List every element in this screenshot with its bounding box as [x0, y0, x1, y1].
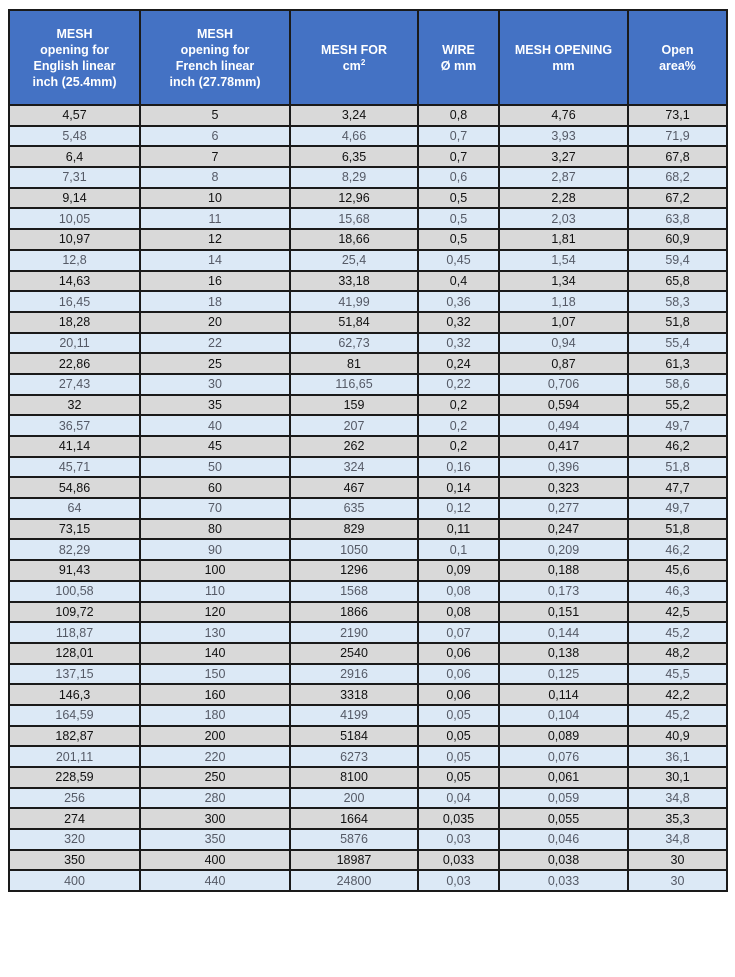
table-row [9, 808, 727, 829]
cell-mesh-opening: 0,038 [499, 850, 628, 871]
cell-open-area: 30 [628, 850, 727, 871]
cell-mesh-per-cm2: 2916 [290, 664, 418, 685]
table-row [9, 457, 727, 478]
cell-french-linear: 40 [140, 415, 290, 436]
cell-wire-diameter: 0,36 [418, 291, 499, 312]
cell-mesh-opening: 0,125 [499, 664, 628, 685]
cell-wire-diameter: 0,033 [418, 850, 499, 871]
cell-english-linear: 256 [9, 788, 140, 809]
cell-mesh-per-cm2: 467 [290, 477, 418, 498]
cell-open-area: 59,4 [628, 250, 727, 271]
cell-wire-diameter: 0,22 [418, 374, 499, 395]
cell-wire-diameter: 0,12 [418, 498, 499, 519]
cell-open-area: 67,8 [628, 146, 727, 167]
cell-open-area: 45,2 [628, 622, 727, 643]
cell-french-linear: 400 [140, 850, 290, 871]
cell-english-linear: 400 [9, 870, 140, 891]
cell-wire-diameter: 0,05 [418, 746, 499, 767]
cell-french-linear: 11 [140, 208, 290, 229]
cell-mesh-opening: 0,209 [499, 539, 628, 560]
cell-open-area: 47,7 [628, 477, 727, 498]
cell-english-linear: 6,4 [9, 146, 140, 167]
cell-french-linear: 18 [140, 291, 290, 312]
cell-open-area: 63,8 [628, 208, 727, 229]
cell-english-linear: 4,57 [9, 105, 140, 126]
cell-english-linear: 10,05 [9, 208, 140, 229]
cell-wire-diameter: 0,24 [418, 353, 499, 374]
table-row [9, 705, 727, 726]
cell-wire-diameter: 0,7 [418, 146, 499, 167]
cell-french-linear: 60 [140, 477, 290, 498]
cell-open-area: 45,2 [628, 705, 727, 726]
cell-english-linear: 9,14 [9, 188, 140, 209]
table-row [9, 333, 727, 354]
cell-mesh-opening: 0,076 [499, 746, 628, 767]
table-row [9, 477, 727, 498]
cell-french-linear: 160 [140, 684, 290, 705]
cell-english-linear: 20,11 [9, 333, 140, 354]
cell-mesh-opening: 0,94 [499, 333, 628, 354]
cell-mesh-per-cm2: 4,66 [290, 126, 418, 147]
cell-french-linear: 14 [140, 250, 290, 271]
table-row [9, 271, 727, 292]
cell-french-linear: 5 [140, 105, 290, 126]
cell-wire-diameter: 0,04 [418, 788, 499, 809]
cell-english-linear: 137,15 [9, 664, 140, 685]
cell-french-linear: 280 [140, 788, 290, 809]
cell-mesh-per-cm2: 18,66 [290, 229, 418, 250]
cell-french-linear: 35 [140, 395, 290, 416]
cell-wire-diameter: 0,035 [418, 808, 499, 829]
table-row [9, 870, 727, 891]
cell-mesh-opening: 0,247 [499, 519, 628, 540]
cell-mesh-opening: 1,54 [499, 250, 628, 271]
cell-french-linear: 220 [140, 746, 290, 767]
cell-french-linear: 12 [140, 229, 290, 250]
table-row [9, 208, 727, 229]
cell-french-linear: 16 [140, 271, 290, 292]
cell-mesh-per-cm2: 18987 [290, 850, 418, 871]
header-open-area: Open area% [628, 10, 727, 105]
cell-mesh-opening: 4,76 [499, 105, 628, 126]
cell-mesh-per-cm2: 5876 [290, 829, 418, 850]
header-wire-diameter: WIRE Ø mm [418, 10, 499, 105]
cell-mesh-opening: 1,81 [499, 229, 628, 250]
cell-mesh-per-cm2: 116,65 [290, 374, 418, 395]
cell-english-linear: 350 [9, 850, 140, 871]
cell-mesh-opening: 0,138 [499, 643, 628, 664]
cell-french-linear: 300 [140, 808, 290, 829]
cell-mesh-opening: 0,594 [499, 395, 628, 416]
cell-french-linear: 200 [140, 726, 290, 747]
cell-mesh-per-cm2: 15,68 [290, 208, 418, 229]
cell-mesh-per-cm2: 1296 [290, 560, 418, 581]
cell-french-linear: 30 [140, 374, 290, 395]
table-row [9, 643, 727, 664]
cell-mesh-per-cm2: 4199 [290, 705, 418, 726]
cell-mesh-opening: 2,87 [499, 167, 628, 188]
cell-english-linear: 22,86 [9, 353, 140, 374]
cell-wire-diameter: 0,4 [418, 271, 499, 292]
cell-mesh-opening: 0,104 [499, 705, 628, 726]
cell-mesh-per-cm2: 24800 [290, 870, 418, 891]
cell-mesh-opening: 0,706 [499, 374, 628, 395]
mesh-table [8, 9, 728, 892]
cell-french-linear: 70 [140, 498, 290, 519]
cell-open-area: 46,2 [628, 436, 727, 457]
cell-english-linear: 320 [9, 829, 140, 850]
cell-wire-diameter: 0,32 [418, 333, 499, 354]
cell-english-linear: 16,45 [9, 291, 140, 312]
header-row [9, 10, 727, 105]
cell-mesh-opening: 0,396 [499, 457, 628, 478]
cell-wire-diameter: 0,07 [418, 622, 499, 643]
cell-english-linear: 54,86 [9, 477, 140, 498]
cell-open-area: 35,3 [628, 808, 727, 829]
cell-mesh-opening: 2,03 [499, 208, 628, 229]
cell-mesh-per-cm2: 1050 [290, 539, 418, 560]
table-row [9, 312, 727, 333]
cell-mesh-per-cm2: 635 [290, 498, 418, 519]
cell-french-linear: 440 [140, 870, 290, 891]
cell-french-linear: 350 [140, 829, 290, 850]
cell-open-area: 34,8 [628, 788, 727, 809]
cell-french-linear: 150 [140, 664, 290, 685]
cell-mesh-per-cm2: 2540 [290, 643, 418, 664]
table-row [9, 726, 727, 747]
cell-open-area: 51,8 [628, 519, 727, 540]
table-row [9, 850, 727, 871]
cell-open-area: 51,8 [628, 457, 727, 478]
table-row [9, 602, 727, 623]
cell-open-area: 65,8 [628, 271, 727, 292]
cell-wire-diameter: 0,08 [418, 602, 499, 623]
cell-mesh-per-cm2: 2190 [290, 622, 418, 643]
cell-mesh-opening: 0,323 [499, 477, 628, 498]
table-row [9, 436, 727, 457]
table-row [9, 581, 727, 602]
table-row [9, 664, 727, 685]
cell-mesh-opening: 0,059 [499, 788, 628, 809]
cell-open-area: 49,7 [628, 415, 727, 436]
cell-french-linear: 45 [140, 436, 290, 457]
cell-english-linear: 45,71 [9, 457, 140, 478]
cell-mesh-per-cm2: 200 [290, 788, 418, 809]
cell-open-area: 58,6 [628, 374, 727, 395]
cell-english-linear: 73,15 [9, 519, 140, 540]
table-row [9, 829, 727, 850]
cell-mesh-per-cm2: 41,99 [290, 291, 418, 312]
cell-french-linear: 8 [140, 167, 290, 188]
cell-mesh-per-cm2: 829 [290, 519, 418, 540]
cell-open-area: 34,8 [628, 829, 727, 850]
cell-english-linear: 64 [9, 498, 140, 519]
cell-mesh-opening: 0,061 [499, 767, 628, 788]
cell-mesh-per-cm2: 62,73 [290, 333, 418, 354]
cell-mesh-opening: 3,93 [499, 126, 628, 147]
cell-french-linear: 90 [140, 539, 290, 560]
cell-open-area: 67,2 [628, 188, 727, 209]
cell-wire-diameter: 0,16 [418, 457, 499, 478]
cell-wire-diameter: 0,2 [418, 415, 499, 436]
cell-mesh-opening: 0,277 [499, 498, 628, 519]
table-row [9, 126, 727, 147]
table-row [9, 105, 727, 126]
cell-english-linear: 82,29 [9, 539, 140, 560]
table-row [9, 146, 727, 167]
cell-wire-diameter: 0,32 [418, 312, 499, 333]
cell-open-area: 36,1 [628, 746, 727, 767]
cell-mesh-per-cm2: 12,96 [290, 188, 418, 209]
cell-mesh-per-cm2: 159 [290, 395, 418, 416]
cell-mesh-per-cm2: 1568 [290, 581, 418, 602]
cell-mesh-opening: 0,173 [499, 581, 628, 602]
table-row [9, 415, 727, 436]
cell-open-area: 30 [628, 870, 727, 891]
cell-mesh-per-cm2: 8,29 [290, 167, 418, 188]
cell-mesh-opening: 0,055 [499, 808, 628, 829]
header-mesh-english: MESH opening for English linear inch (25.4mm) [9, 10, 140, 105]
cell-french-linear: 20 [140, 312, 290, 333]
cell-mesh-opening: 0,114 [499, 684, 628, 705]
cell-open-area: 55,4 [628, 333, 727, 354]
cell-wire-diameter: 0,05 [418, 767, 499, 788]
cell-english-linear: 27,43 [9, 374, 140, 395]
cell-english-linear: 128,01 [9, 643, 140, 664]
cell-mesh-opening: 0,151 [499, 602, 628, 623]
cell-mesh-opening: 0,417 [499, 436, 628, 457]
cell-french-linear: 180 [140, 705, 290, 726]
cell-open-area: 55,2 [628, 395, 727, 416]
cell-mesh-per-cm2: 6,35 [290, 146, 418, 167]
cell-open-area: 42,5 [628, 602, 727, 623]
cell-wire-diameter: 0,03 [418, 870, 499, 891]
cell-wire-diameter: 0,6 [418, 167, 499, 188]
table-row [9, 353, 727, 374]
cell-french-linear: 100 [140, 560, 290, 581]
cell-open-area: 51,8 [628, 312, 727, 333]
cell-wire-diameter: 0,09 [418, 560, 499, 581]
cell-english-linear: 14,63 [9, 271, 140, 292]
cell-open-area: 60,9 [628, 229, 727, 250]
cell-wire-diameter: 0,45 [418, 250, 499, 271]
cell-open-area: 45,5 [628, 664, 727, 685]
cell-mesh-per-cm2: 81 [290, 353, 418, 374]
mesh-table-container [8, 9, 728, 892]
cell-wire-diameter: 0,5 [418, 229, 499, 250]
table-row [9, 539, 727, 560]
cell-open-area: 30,1 [628, 767, 727, 788]
cell-wire-diameter: 0,2 [418, 395, 499, 416]
cell-mesh-per-cm2: 8100 [290, 767, 418, 788]
cell-english-linear: 182,87 [9, 726, 140, 747]
cell-english-linear: 201,11 [9, 746, 140, 767]
table-row [9, 374, 727, 395]
cell-open-area: 48,2 [628, 643, 727, 664]
cell-french-linear: 6 [140, 126, 290, 147]
table-row [9, 767, 727, 788]
cell-mesh-opening: 2,28 [499, 188, 628, 209]
table-row [9, 188, 727, 209]
cell-french-linear: 7 [140, 146, 290, 167]
cell-mesh-opening: 1,07 [499, 312, 628, 333]
cell-mesh-opening: 0,494 [499, 415, 628, 436]
cell-english-linear: 36,57 [9, 415, 140, 436]
cell-wire-diameter: 0,05 [418, 705, 499, 726]
cell-wire-diameter: 0,03 [418, 829, 499, 850]
cell-open-area: 46,3 [628, 581, 727, 602]
cell-english-linear: 118,87 [9, 622, 140, 643]
cell-french-linear: 25 [140, 353, 290, 374]
cell-mesh-opening: 1,18 [499, 291, 628, 312]
header-mesh-opening: MESH OPENING mm [499, 10, 628, 105]
cell-english-linear: 5,48 [9, 126, 140, 147]
cell-english-linear: 274 [9, 808, 140, 829]
cell-wire-diameter: 0,06 [418, 684, 499, 705]
cell-english-linear: 32 [9, 395, 140, 416]
cell-open-area: 73,1 [628, 105, 727, 126]
cell-english-linear: 109,72 [9, 602, 140, 623]
cell-wire-diameter: 0,7 [418, 126, 499, 147]
cell-french-linear: 10 [140, 188, 290, 209]
cell-mesh-opening: 0,033 [499, 870, 628, 891]
cell-wire-diameter: 0,08 [418, 581, 499, 602]
cell-mesh-opening: 0,144 [499, 622, 628, 643]
cell-mesh-per-cm2: 324 [290, 457, 418, 478]
cell-wire-diameter: 0,2 [418, 436, 499, 457]
cell-english-linear: 91,43 [9, 560, 140, 581]
cell-wire-diameter: 0,5 [418, 208, 499, 229]
cell-english-linear: 41,14 [9, 436, 140, 457]
cell-mesh-per-cm2: 1664 [290, 808, 418, 829]
cell-french-linear: 120 [140, 602, 290, 623]
cell-mesh-per-cm2: 3,24 [290, 105, 418, 126]
table-row [9, 622, 727, 643]
cell-open-area: 61,3 [628, 353, 727, 374]
cell-wire-diameter: 0,06 [418, 664, 499, 685]
cell-english-linear: 10,97 [9, 229, 140, 250]
cell-open-area: 68,2 [628, 167, 727, 188]
cell-wire-diameter: 0,1 [418, 539, 499, 560]
table-body [9, 105, 727, 891]
cell-french-linear: 50 [140, 457, 290, 478]
cell-mesh-opening: 0,188 [499, 560, 628, 581]
table-row [9, 560, 727, 581]
table-row [9, 788, 727, 809]
cell-open-area: 40,9 [628, 726, 727, 747]
cell-mesh-per-cm2: 207 [290, 415, 418, 436]
cell-english-linear: 18,28 [9, 312, 140, 333]
cell-mesh-per-cm2: 33,18 [290, 271, 418, 292]
cell-french-linear: 110 [140, 581, 290, 602]
cell-mesh-per-cm2: 1866 [290, 602, 418, 623]
cell-french-linear: 250 [140, 767, 290, 788]
table-row [9, 684, 727, 705]
cell-mesh-opening: 1,34 [499, 271, 628, 292]
cell-english-linear: 100,58 [9, 581, 140, 602]
cell-mesh-opening: 0,046 [499, 829, 628, 850]
cell-french-linear: 22 [140, 333, 290, 354]
cell-english-linear: 7,31 [9, 167, 140, 188]
table-row [9, 167, 727, 188]
cell-open-area: 58,3 [628, 291, 727, 312]
cell-wire-diameter: 0,11 [418, 519, 499, 540]
cell-open-area: 71,9 [628, 126, 727, 147]
table-row [9, 291, 727, 312]
cell-wire-diameter: 0,8 [418, 105, 499, 126]
cell-wire-diameter: 0,05 [418, 726, 499, 747]
cell-english-linear: 12,8 [9, 250, 140, 271]
cell-open-area: 49,7 [628, 498, 727, 519]
cell-mesh-opening: 3,27 [499, 146, 628, 167]
cell-french-linear: 130 [140, 622, 290, 643]
header-mesh-french: MESH opening for French linear inch (27.78mm) [140, 10, 290, 105]
table-row [9, 498, 727, 519]
table-row [9, 746, 727, 767]
table-row [9, 229, 727, 250]
cell-mesh-per-cm2: 51,84 [290, 312, 418, 333]
table-row [9, 250, 727, 271]
cell-wire-diameter: 0,5 [418, 188, 499, 209]
cell-french-linear: 140 [140, 643, 290, 664]
cell-open-area: 46,2 [628, 539, 727, 560]
cell-english-linear: 228,59 [9, 767, 140, 788]
cell-english-linear: 164,59 [9, 705, 140, 726]
table-row [9, 395, 727, 416]
cell-wire-diameter: 0,06 [418, 643, 499, 664]
cell-mesh-opening: 0,87 [499, 353, 628, 374]
cell-mesh-per-cm2: 5184 [290, 726, 418, 747]
cell-open-area: 42,2 [628, 684, 727, 705]
cell-mesh-opening: 0,089 [499, 726, 628, 747]
cell-english-linear: 146,3 [9, 684, 140, 705]
cell-french-linear: 80 [140, 519, 290, 540]
table-row [9, 519, 727, 540]
cell-mesh-per-cm2: 25,4 [290, 250, 418, 271]
cell-mesh-per-cm2: 3318 [290, 684, 418, 705]
cell-open-area: 45,6 [628, 560, 727, 581]
cell-mesh-per-cm2: 262 [290, 436, 418, 457]
header-mesh-per-cm2: MESH FOR $cm^2$ [290, 10, 418, 105]
cell-mesh-per-cm2: 6273 [290, 746, 418, 767]
cell-wire-diameter: 0,14 [418, 477, 499, 498]
